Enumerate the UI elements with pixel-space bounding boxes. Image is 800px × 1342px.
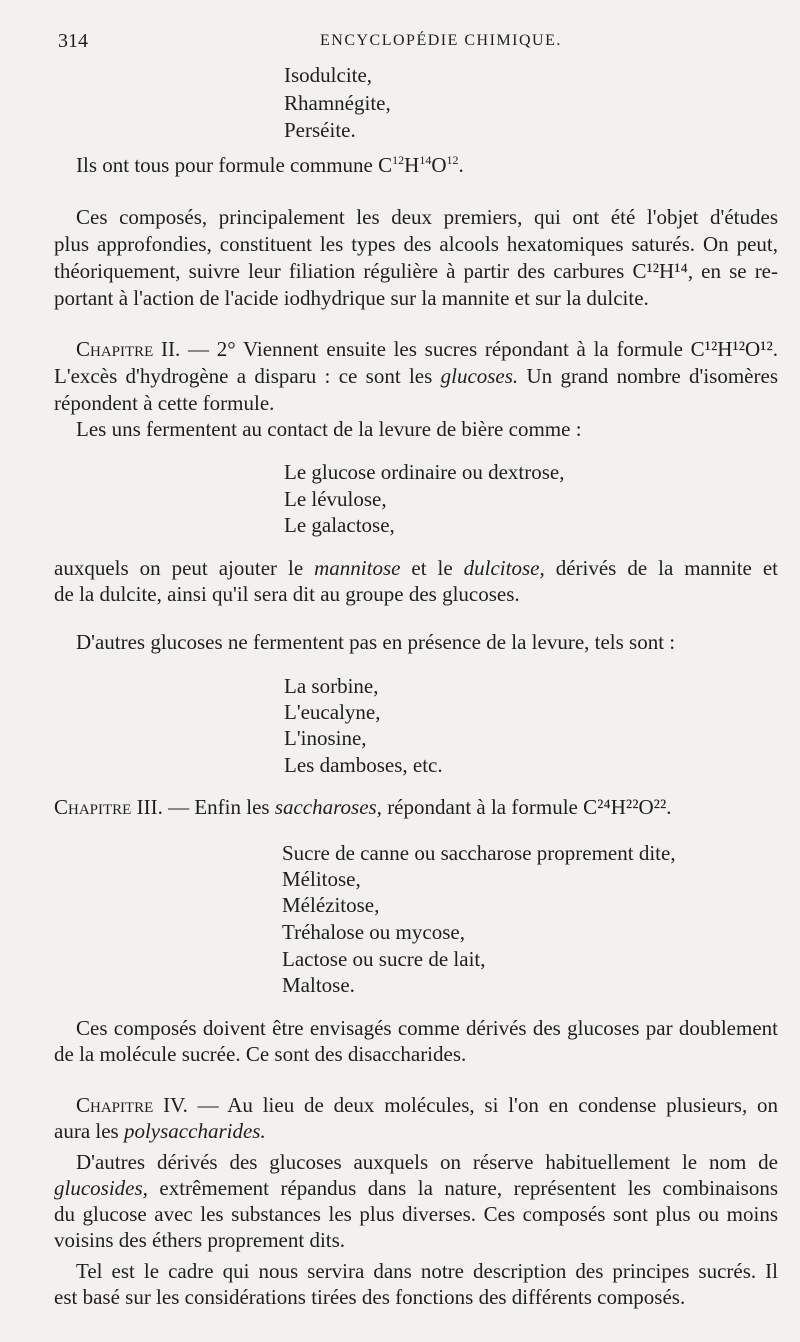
paragraph-line: du glucose avec les substances les plus diverses. Ces composés sont plus ou moins	[54, 1202, 778, 1226]
paragraph-line: D'autres dérivés des glucoses auxquels on réserve habituellement le nom de	[76, 1150, 778, 1174]
list-item: Tréhalose ou mycose,	[282, 920, 465, 944]
list-item: Mélitose,	[282, 867, 361, 891]
paragraph-line: Les uns fermentent au contact de la levure de bière comme :	[76, 417, 582, 441]
list-item: Le glucose ordinaire ou dextrose,	[284, 460, 565, 484]
list-item: Lactose ou sucre de lait,	[282, 947, 486, 971]
paragraph-line: répondent à cette formule.	[54, 391, 275, 415]
list-item: L'inosine,	[284, 726, 367, 750]
chapter-line: Chapitre IV. — Au lieu de deux molécules, si l'on en condense plusieurs, on	[76, 1093, 779, 1117]
paragraph-line: voisins des éthers proprement dits.	[54, 1228, 346, 1252]
paragraph-line: portant à l'action de l'acide iodhydrique sur la mannite et sur la dulcite.	[54, 286, 649, 310]
paragraph-line: Ces composés doivent être envisagés comme dérivés des glucoses par doublement	[76, 1016, 778, 1040]
page-number: 314	[58, 30, 88, 52]
list-item: Les damboses, etc.	[284, 753, 443, 777]
formula-line: Ils ont tous pour formule commune $C^{12}H^{14}O^{12}$.	[76, 153, 464, 177]
paragraph-line: Tel est le cadre qui nous servira dans notre description des principes sucrés. Il	[76, 1259, 778, 1283]
list-item: Le lévulose,	[284, 487, 387, 511]
chapter-label: Chapitre III.	[54, 795, 163, 819]
paragraph-line: D'autres glucoses ne fermentent pas en présence de la levure, tels sont :	[76, 630, 676, 654]
formula-text: Ils ont tous pour formule commune	[76, 153, 379, 177]
list-item: Maltose.	[282, 973, 355, 997]
list-item: L'eucalyne,	[284, 700, 381, 724]
paragraph-line: de la molécule sucrée. Ce sont des disaccharides.	[54, 1042, 467, 1066]
paragraph-line: théoriquement, suivre leur filiation régulière à partir des carbures C¹²H¹⁴, en se re-	[54, 259, 778, 283]
list-item: Perséite.	[284, 118, 356, 142]
paragraph-line: de la dulcite, ainsi qu'il sera dit au groupe des glucoses.	[54, 582, 520, 606]
paragraph-line: L'excès d'hydrogène a disparu : ce sont les glucoses. Un grand nombre d'isomères	[54, 364, 778, 388]
paragraph-line: auxquels on peut ajouter le mannitose et le dulcitose, dérivés de la mannite et	[54, 556, 778, 580]
paragraph-line: glucosides, extrêmement répandus dans la nature, représentent les combinaisons	[54, 1176, 778, 1200]
chapter-line: Chapitre III. — Enfin les saccharoses, répondant à la formule C²⁴H²²O²².	[54, 795, 672, 819]
list-item: Isodulcite,	[284, 63, 373, 87]
running-title: ENCYCLOPÉDIE CHIMIQUE.	[320, 32, 562, 49]
chapter-line: Chapitre II. — 2° Viennent ensuite les sucres répondant à la formule C¹²H¹²O¹².	[76, 337, 778, 361]
list-item: Le galactose,	[284, 513, 395, 537]
paragraph-line: aura les polysaccharides.	[54, 1119, 266, 1143]
chapter-label: Chapitre IV.	[76, 1093, 188, 1117]
list-item: Mélézitose,	[282, 893, 380, 917]
chapter-label: Chapitre II.	[76, 337, 181, 361]
list-item: Sucre de canne ou saccharose proprement dite,	[282, 841, 676, 865]
list-item: La sorbine,	[284, 674, 379, 698]
list-item: Rhamnégite,	[284, 91, 391, 115]
paragraph-line: plus approfondies, constituent les types des alcools hexatomiques saturés. On peut,	[54, 232, 778, 256]
page-header	[58, 30, 778, 56]
paragraph-line: est basé sur les considérations tirées des fonctions des différents composés.	[54, 1285, 686, 1309]
paragraph-line: Ces composés, principalement les deux premiers, qui ont été l'objet d'études	[76, 205, 778, 229]
